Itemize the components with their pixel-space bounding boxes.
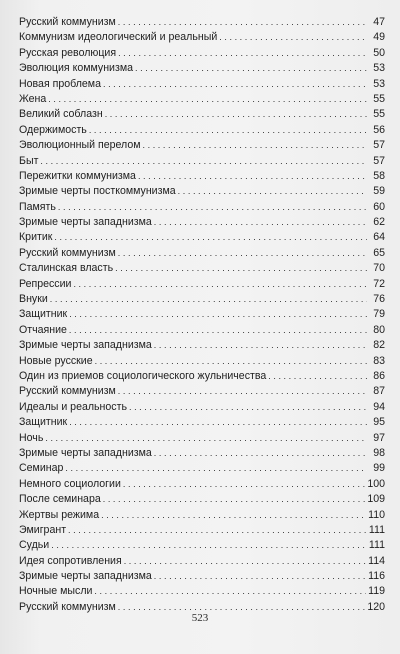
- toc-dot-leader: [143, 138, 368, 153]
- toc-entry: [19, 184, 385, 199]
- toc-entry-title: Судьи: [19, 539, 50, 552]
- toc-dot-leader: [268, 369, 367, 384]
- toc-entry-title: Русский коммунизм: [19, 16, 116, 28]
- toc-entry-title: Идея сопротивления: [19, 554, 122, 567]
- toc-entry-page: 110: [368, 508, 385, 521]
- toc-entry: [19, 92, 385, 107]
- toc-entry-title: Эмигрант: [19, 523, 67, 536]
- toc-entry-page: 70: [373, 262, 385, 275]
- toc-dot-leader: [50, 292, 367, 307]
- toc-entry-title: Пережитки коммунизма: [19, 169, 136, 182]
- toc-dot-leader: [118, 15, 367, 30]
- toc-entry: [19, 154, 385, 169]
- toc-dot-leader: [118, 46, 367, 61]
- toc-entry-title: Жена: [19, 92, 47, 105]
- toc-entry: [19, 277, 385, 292]
- toc-dot-leader: [89, 123, 367, 138]
- toc-entry-title: Зримые черты западнизма: [19, 570, 152, 583]
- toc-dot-leader: [40, 154, 367, 169]
- toc-entry: [19, 508, 385, 523]
- toc-entry-page: 76: [373, 293, 385, 306]
- toc-dot-leader: [154, 338, 367, 353]
- toc-entry: [19, 261, 385, 276]
- toc-entry: [19, 307, 385, 322]
- toc-entry-title: Русский коммунизм: [19, 385, 116, 398]
- toc-entry-page: 59: [373, 185, 385, 198]
- toc-entry: [19, 77, 385, 92]
- toc-entry-title: Зримые черты посткоммунизма: [19, 185, 176, 198]
- toc-entry-page: 64: [373, 231, 385, 244]
- toc-entry: [19, 61, 385, 76]
- toc-dot-leader: [69, 323, 367, 338]
- toc-entry-page: 87: [373, 385, 385, 398]
- toc-dot-leader: [51, 538, 367, 553]
- toc-entry-title: Эволюция коммунизма: [19, 62, 134, 75]
- toc-dot-leader: [54, 230, 367, 245]
- toc-entry: [19, 415, 385, 430]
- toc-entry-page: 83: [373, 354, 385, 367]
- toc-entry: [19, 461, 385, 476]
- toc-entry-title: Идеалы и реальность: [19, 400, 127, 413]
- toc-entry: [19, 107, 385, 122]
- toc-dot-leader: [129, 400, 367, 415]
- page-number: 523: [191, 612, 209, 624]
- toc-entry-page: 111: [368, 523, 385, 536]
- toc-entry-page: 99: [373, 462, 385, 475]
- toc-entry-title: Защитник: [19, 416, 68, 429]
- toc-entry: [19, 584, 385, 599]
- toc-entry-title: Критик: [19, 231, 53, 244]
- toc-dot-leader: [58, 200, 367, 215]
- toc-entry: [19, 30, 385, 45]
- toc-entry-title: Немного социологии: [19, 477, 121, 490]
- toc-entry: [19, 338, 385, 353]
- toc-entry-page: 53: [373, 77, 385, 90]
- toc-entry: [19, 569, 385, 584]
- toc-entry-page: 97: [373, 431, 385, 444]
- toc-entry-page: 120: [367, 600, 385, 613]
- toc-dot-leader: [94, 584, 366, 599]
- toc-dot-leader: [118, 384, 367, 399]
- toc-entry-page: 60: [373, 200, 385, 213]
- toc-entry-page: 100: [367, 477, 385, 490]
- toc-entry-title: Сталинская власть: [19, 262, 114, 275]
- toc-entry-page: 47: [373, 16, 385, 28]
- toc-entry: [19, 446, 385, 461]
- toc-entry: [19, 215, 385, 230]
- toc-entry: [19, 538, 385, 553]
- toc-dot-leader: [69, 307, 367, 322]
- toc-dot-leader: [65, 461, 367, 476]
- toc-entry-title: Зримые черты западнизма: [19, 446, 152, 459]
- toc-entry-title: Ночные мысли: [19, 585, 93, 598]
- toc-dot-leader: [105, 107, 367, 122]
- toc-dot-leader: [95, 354, 367, 369]
- toc-entry-page: 55: [373, 108, 385, 121]
- toc-entry-title: Один из приемов социологического жульничества: [19, 369, 267, 382]
- toc-entry-page: 79: [373, 308, 385, 321]
- toc-entry-page: 80: [373, 323, 385, 336]
- toc-entry: [19, 431, 385, 446]
- toc-dot-leader: [48, 92, 367, 107]
- toc-dot-leader: [154, 446, 367, 461]
- toc-entry: [19, 292, 385, 307]
- toc-entry-title: Быт: [19, 154, 39, 167]
- toc-dot-leader: [178, 184, 367, 199]
- toc-dot-leader: [154, 215, 367, 230]
- toc-entry: [19, 554, 385, 569]
- toc-entry: [19, 477, 385, 492]
- toc-entry: [19, 15, 385, 30]
- toc-dot-leader: [219, 30, 367, 45]
- toc-dot-leader: [69, 415, 367, 430]
- toc-entry-title: Русский коммунизм: [19, 600, 116, 613]
- toc-entry-title: Коммунизм идеологический и реальный: [19, 31, 218, 44]
- toc-entry: [19, 138, 385, 153]
- toc-entry-title: Семинар: [19, 462, 64, 475]
- toc-dot-leader: [45, 431, 367, 446]
- toc-entry: [19, 523, 385, 538]
- toc-entry-title: Жертвы режима: [19, 508, 100, 521]
- toc-entry-page: 65: [373, 246, 385, 259]
- toc-dot-leader: [124, 554, 366, 569]
- toc-entry-page: 49: [373, 31, 385, 44]
- toc-dot-leader: [103, 77, 367, 92]
- toc-entry: [19, 123, 385, 138]
- table-of-contents: [19, 15, 385, 615]
- toc-entry: [19, 323, 385, 338]
- toc-entry-title: Репрессии: [19, 277, 72, 290]
- toc-dot-leader: [101, 508, 366, 523]
- toc-entry-page: 95: [373, 416, 385, 429]
- toc-entry-page: 72: [373, 277, 385, 290]
- toc-entry-page: 114: [368, 554, 385, 567]
- toc-entry-title: Русский коммунизм: [19, 246, 116, 259]
- toc-entry-title: Защитник: [19, 308, 68, 321]
- toc-entry-page: 53: [373, 62, 385, 75]
- toc-entry-page: 86: [373, 369, 385, 382]
- toc-entry-page: 57: [373, 154, 385, 167]
- toc-entry-page: 94: [373, 400, 385, 413]
- toc-dot-leader: [73, 277, 367, 292]
- toc-entry-title: Отчаяние: [19, 323, 67, 336]
- toc-entry-page: 109: [367, 493, 385, 506]
- toc-entry-page: 55: [373, 92, 385, 105]
- toc-entry: [19, 400, 385, 415]
- toc-entry-title: Зримые черты западнизма: [19, 216, 152, 229]
- toc-entry-title: Великий соблазн: [19, 108, 103, 121]
- toc-entry-title: Одержимость: [19, 123, 87, 136]
- toc-entry: [19, 46, 385, 61]
- toc-entry: [19, 246, 385, 261]
- toc-entry: [19, 492, 385, 507]
- toc-entry-page: 116: [368, 570, 385, 583]
- toc-entry-page: 58: [373, 169, 385, 182]
- toc-entry-title: Внуки: [19, 293, 48, 306]
- toc-entry: [19, 384, 385, 399]
- toc-entry-page: 82: [373, 339, 385, 352]
- toc-dot-leader: [135, 61, 367, 76]
- toc-entry-title: Эволюционный перелом: [19, 139, 141, 152]
- toc-dot-leader: [138, 169, 367, 184]
- toc-entry-page: 62: [373, 216, 385, 229]
- toc-entry-title: Память: [19, 200, 56, 213]
- toc-entry: [19, 230, 385, 245]
- toc-entry: [19, 369, 385, 384]
- toc-dot-leader: [68, 523, 367, 538]
- toc-entry-title: Зримые черты западнизма: [19, 339, 152, 352]
- toc-entry-page: 56: [373, 123, 385, 136]
- toc-dot-leader: [115, 261, 367, 276]
- toc-entry: [19, 169, 385, 184]
- toc-entry: [19, 200, 385, 215]
- toc-entry-title: Русская революция: [19, 46, 117, 59]
- toc-entry-title: После семинара: [19, 493, 101, 506]
- toc-entry-page: 98: [373, 446, 385, 459]
- toc-entry-title: Новая проблема: [19, 77, 101, 90]
- toc-entry-title: Ночь: [19, 431, 44, 444]
- toc-entry-title: Новые русские: [19, 354, 93, 367]
- toc-entry: [19, 354, 385, 369]
- toc-entry-page: 57: [373, 139, 385, 152]
- toc-dot-leader: [103, 492, 366, 507]
- toc-entry-page: 50: [373, 46, 385, 59]
- toc-dot-leader: [154, 569, 366, 584]
- toc-dot-leader: [118, 246, 367, 261]
- toc-entry-page: 111: [368, 539, 385, 552]
- toc-dot-leader: [123, 477, 365, 492]
- toc-entry-page: 119: [368, 585, 385, 598]
